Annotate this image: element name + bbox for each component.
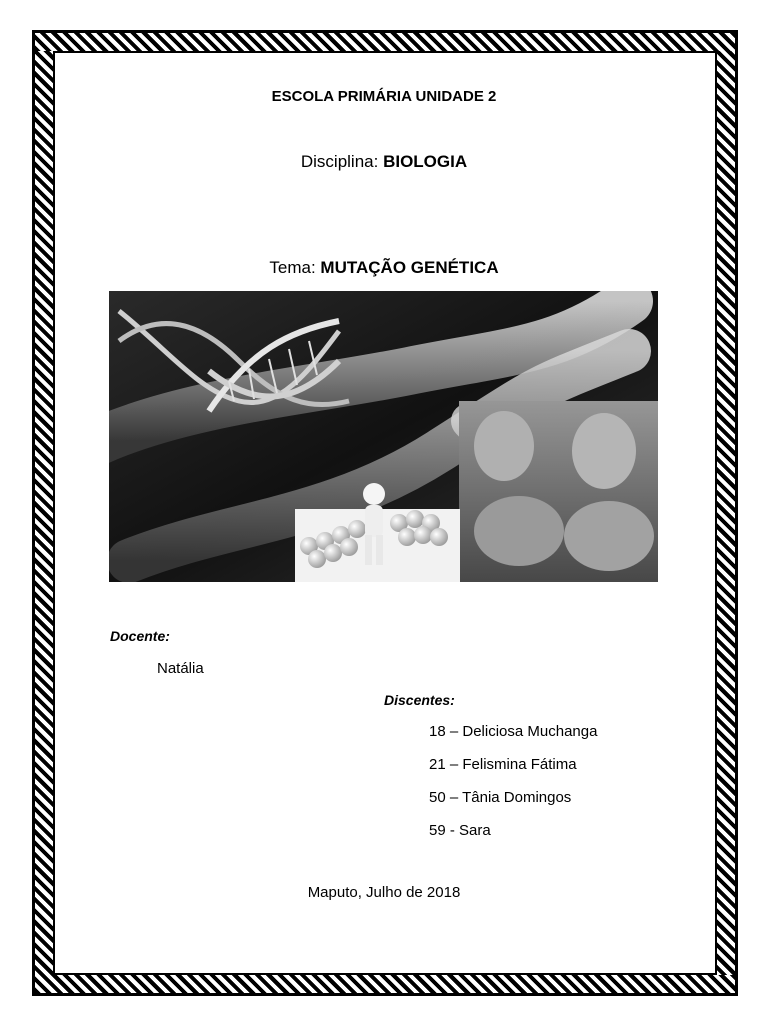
- list-item: 18 – Deliciosa Muchanga: [429, 723, 598, 740]
- teacher-label: Docente:: [110, 628, 170, 644]
- discipline-label: Disciplina:: [300, 152, 379, 171]
- genetic-mutation-collage-image: [109, 291, 658, 582]
- topic-value: MUTAÇÃO GENÉTICA: [320, 258, 499, 277]
- school-name: ESCOLA PRIMÁRIA UNIDADE 2: [271, 88, 497, 105]
- list-item: 59 - Sara: [429, 822, 491, 839]
- list-item: 50 – Tânia Domingos: [429, 789, 572, 806]
- students-label: Discentes:: [384, 692, 455, 708]
- discipline-value: BIOLOGIA: [383, 152, 468, 171]
- teacher-name: Natália: [157, 660, 204, 677]
- list-item: 21 – Felismina Fátima: [429, 756, 577, 773]
- topic-label: Tema:: [269, 258, 316, 277]
- topic-line: [0, 258, 768, 278]
- student-list: [429, 723, 597, 855]
- place-and-date: Maputo, Julho de 2018: [307, 884, 461, 901]
- discipline-line: [0, 152, 768, 172]
